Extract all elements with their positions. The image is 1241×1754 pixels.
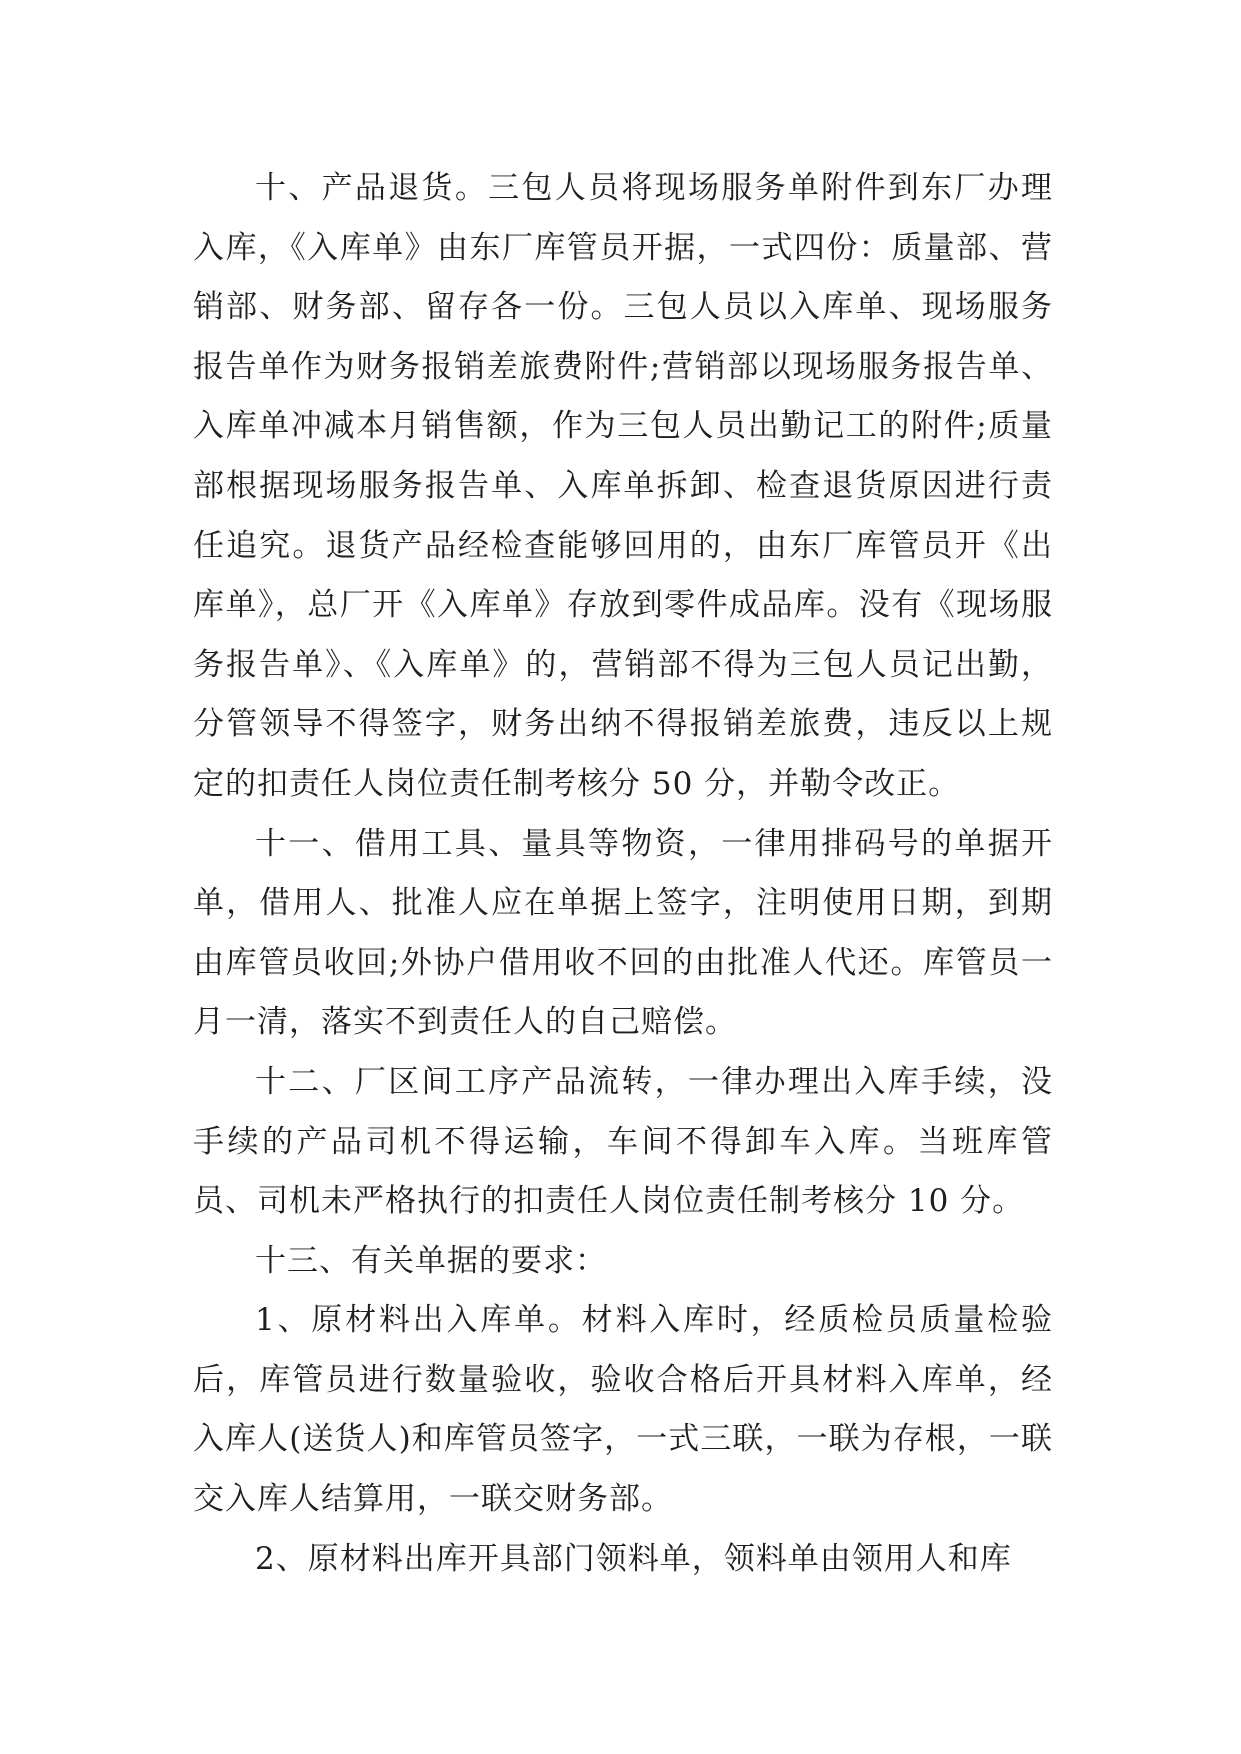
paragraph-raw-material-issue: 2、原材料出库开具部门领料单，领料单由领用人和库 [255,1540,1012,1577]
document-body [193,159,1053,1589]
paragraph-raw-material-in-out: 1、原材料出入库单。材料入库时，经质检员质量检验后，库管员进行数量验收，验收合格后开具材料入库单，经入库人(送货人)和库管员签字，一式三联，一联为存根，一联交入库人结算用，一联交财务部。 [193,1302,1053,1518]
paragraph-tool-borrowing: 十一、借用工具、量具等物资，一律用排码号的单据开单，借用人、批准人应在单据上签字，注明使用日期，到期由库管员收回;外协户借用收不回的由批准人代还。库管员一月一清，落实不到责任人的自己赔偿。 [193,825,1053,1041]
paragraph-inter-plant-transfer: 十二、厂区间工序产品流转，一律办理出入库手续，没手续的产品司机不得运输，车间不得卸车入库。当班库管员、司机未严格执行的扣责任人岗位责任制考核分 10 分。 [193,1063,1053,1220]
paragraph-document-requirements-heading: 十三、有关单据的要求： [255,1242,607,1279]
paragraph-product-returns: 十、产品退货。三包人员将现场服务单附件到东厂办理入库，《入库单》由东厂库管员开据，一式四份：质量部、营销部、财务部、留存各一份。三包人员以入库单、现场服务报告单作为财务报销差旅费附件;营销部以现场服务报告单、入库单冲减本月销售额，作为三包人员出勤记工的附件;质量部根据现场服务报告单、入库单拆卸、检查退货原因进行责任追究。退货产品经检查能够回用的，由东厂库管员开《出库单》，总厂开《入库单》存放到零件成品库。没有《现场服务报告单》、《入库单》的，营销部不得为三包人员记出勤，分管领导不得签字，财务出纳不得报销差旅费，违反以上规定的扣责任人岗位责任制考核分 50 分，并勒令改正。 [193,170,1053,802]
